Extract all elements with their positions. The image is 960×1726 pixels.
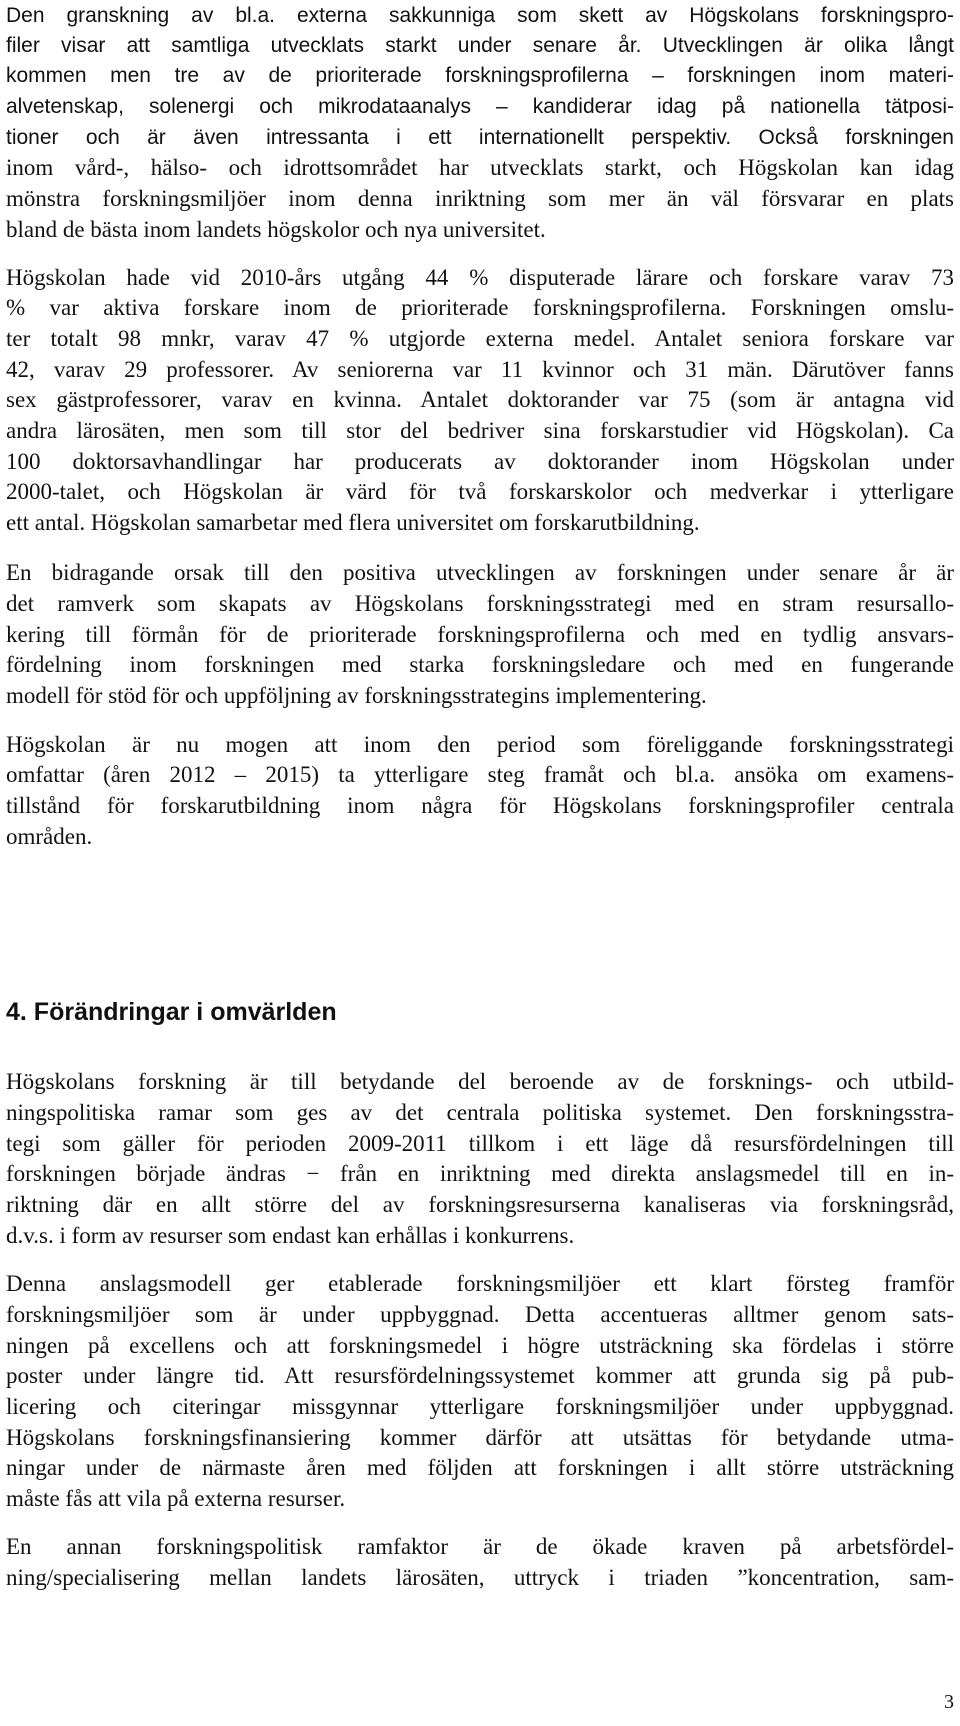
text-line: En bidragande orsak till den positiva utvecklingen av forskningen under senare år är <box>6 560 954 585</box>
text-line: bland de bästa inom landets högskolor och nya universitet. <box>6 217 546 242</box>
text-line: omfattar (åren 2012 – 2015) ta ytterligare steg framåt och bl.a. ansöka om examens- <box>6 762 954 787</box>
text-line: Högskolan hade vid 2010-års utgång 44 % disputerade lärare och forskare varav 73 <box>6 265 954 290</box>
text-line: 2000-talet, och Högskolan är värd för två forskarskolor och medverkar i ytterligare <box>6 479 954 504</box>
text-line: filer visar att samtliga utvecklats starkt under senare år. Utvecklingen är olika långt <box>6 34 954 57</box>
text-line: % var aktiva forskare inom de prioriterade forskningsprofilerna. Forskningen omslu- <box>6 295 954 320</box>
text-line: tioner och är även intressanta i ett internationellt perspektiv. Också forskningen <box>6 126 954 149</box>
text-line: Denna anslagsmodell ger etablerade forskningsmiljöer ett klart försteg framför <box>6 1271 954 1296</box>
text-line: ning/specialisering mellan landets lärosäten, uttryck i triaden ”koncentration, sam- <box>6 1565 954 1590</box>
text-line: d.v.s. i form av resurser som endast kan erhållas i konkurrens. <box>6 1223 575 1248</box>
text-line: kommen men tre av de prioriterade forskningsprofilerna – forskningen inom materi- <box>6 64 954 87</box>
text-line: sex gästprofessorer, varav en kvinna. Antalet doktorander var 75 (som är antagna vid <box>6 387 954 412</box>
text-line: tillstånd för forskarutbildning inom några för Högskolans forskningsprofiler centrala <box>6 793 954 818</box>
text-line: forskningsmiljöer som är under uppbyggnad. Detta accentueras alltmer genom sats- <box>6 1302 954 1327</box>
text-line: licering och citeringar missgynnar ytterligare forskningsmiljöer under uppbyggnad. <box>6 1394 954 1419</box>
text-line: ningar under de närmaste åren med följden att forskningen i allt större utsträckning <box>6 1455 954 1480</box>
text-line: alvetenskap, solenergi och mikrodataanalys – kandiderar idag på nationella tätposi- <box>6 95 954 118</box>
section-heading: 4. Förändringar i omvärlden <box>6 998 337 1026</box>
text-line: Högskolans forskning är till betydande del beroende av de forsknings- och utbild- <box>6 1069 954 1094</box>
text-line: Den granskning av bl.a. externa sakkunniga som skett av Högskolans forskningspro- <box>6 4 954 27</box>
text-line: inom vård-, hälso- och idrottsområdet har utvecklats starkt, och Högskolan kan idag <box>6 155 954 180</box>
text-line: andra lärosäten, men som till stor del bedriver sina forskarstudier vid Högskolan). Ca <box>6 418 954 443</box>
text-line: måste fås att vila på externa resurser. <box>6 1486 346 1511</box>
text-line: poster under längre tid. Att resursfördelningssystemet kommer att grunda sig på pub- <box>6 1363 954 1388</box>
text-line: kering till förmån för de prioriterade forskningsprofilerna och med en tydlig ansvars- <box>6 622 954 647</box>
text-line: riktning där en allt större del av forskningsresurserna kanaliseras via forskningsråd, <box>6 1192 954 1217</box>
text-line: 100 doktorsavhandlingar har producerats av doktorander inom Högskolan under <box>6 449 954 474</box>
text-line: modell för stöd för och uppföljning av forskningsstrategins implementering. <box>6 683 707 708</box>
text-line: Högskolan är nu mogen att inom den period som föreliggande forskningsstrategi <box>6 732 954 757</box>
text-line: ningspolitiska ramar som ges av det centrala politiska systemet. Den forskningsstra- <box>6 1100 954 1125</box>
text-line: områden. <box>6 824 93 849</box>
text-line: ter totalt 98 mnkr, varav 47 % utgjorde externa medel. Antalet seniora forskare var <box>6 326 954 351</box>
text-line: det ramverk som skapats av Högskolans forskningsstrategi med en stram resursallo- <box>6 591 954 616</box>
text-line: fördelning inom forskningen med starka forskningsledare och med en fungerande <box>6 652 954 677</box>
text-line: ningen på excellens och att forskningsmedel i högre utsträckning ska fördelas i större <box>6 1333 954 1358</box>
text-line: ett antal. Högskolan samarbetar med flera universitet om forskarutbildning. <box>6 510 700 535</box>
page-number: 3 <box>944 1691 954 1713</box>
text-line: En annan forskningspolitisk ramfaktor är de ökade kraven på arbetsfördel- <box>6 1534 954 1559</box>
text-line: forskningen började ändras − från en inriktning med direkta anslagsmedel till en in- <box>6 1161 954 1186</box>
text-line: tegi som gäller för perioden 2009-2011 tillkom i ett läge då resursfördelningen till <box>6 1131 954 1156</box>
text-line: mönstra forskningsmiljöer inom denna inriktning som mer än väl försvarar en plats <box>6 186 954 211</box>
text-line: 42, varav 29 professorer. Av seniorerna var 11 kvinnor och 31 män. Därutöver fanns <box>6 357 954 382</box>
text-line: Högskolans forskningsfinansiering kommer därför att utsättas för betydande utma- <box>6 1425 954 1450</box>
